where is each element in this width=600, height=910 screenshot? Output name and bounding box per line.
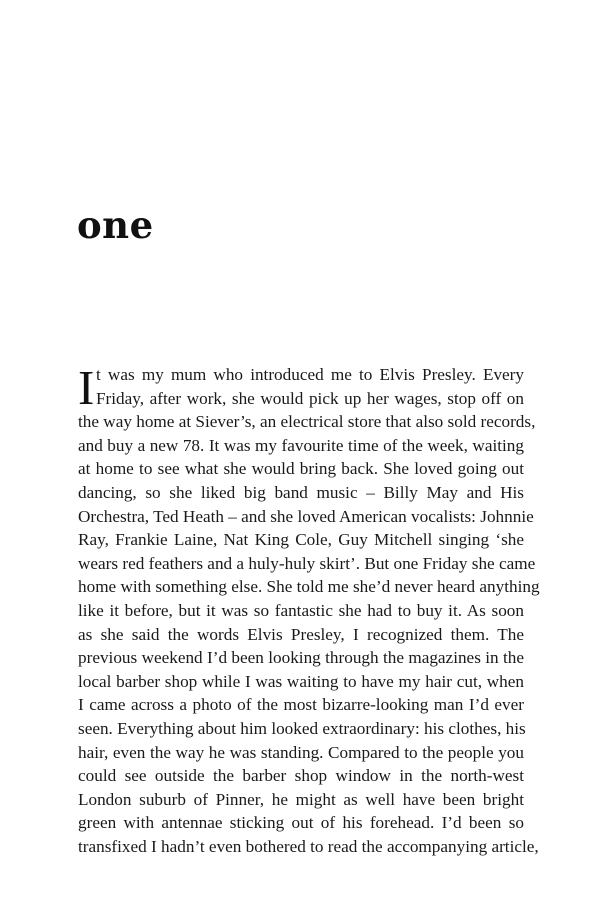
text-line: wears red feathers and a huly-huly skirt’. But one Friday she came [78, 553, 536, 573]
text-line: seen. Everything about him looked extraordinary: his clothes, his [78, 718, 526, 738]
text-line: like it before, but it was so fantastic she had to buy it. As soon [78, 600, 524, 620]
text-line: Orchestra, Ted Heath – and she loved American vocalists: Johnnie [78, 506, 534, 526]
text-line: dancing, so she liked big band music – Billy May and His [78, 482, 524, 502]
text-line: previous weekend I’d been looking through the magazines in the [78, 648, 524, 668]
text-line: could see outside the barber shop window in the north-west [78, 766, 524, 786]
text-line: home with something else. She told me she’d never heard anything [78, 577, 540, 597]
text-line: and buy a new 78. It was my favourite time of the week, waiting [78, 435, 524, 455]
text-line: transfixed I hadn’t even bothered to read the accompanying article, [78, 836, 539, 856]
text-line: the way home at Siever’s, an electrical store that also sold records, [78, 412, 536, 432]
text-line: hair, even the way he was standing. Compared to the people you [78, 742, 524, 762]
text-line: green with antennae sticking out of his forehead. I’d been so [78, 813, 524, 833]
text-line: I came across a photo of the most bizarre-looking man I’d ever [78, 695, 524, 715]
drop-cap: I [78, 360, 95, 415]
chapter-body [78, 360, 540, 858]
text-line: local barber shop while I was waiting to have my hair cut, when [78, 671, 524, 691]
text-line: Ray, Frankie Laine, Nat King Cole, Guy Mitchell singing ‘she [78, 530, 524, 550]
text-line: at home to see what she would bring back. She loved going out [78, 459, 524, 479]
text-line: London suburb of Pinner, he might as well have been bright [78, 789, 524, 809]
text-line: t was my mum who introduced me to Elvis Presley. Every [96, 365, 524, 384]
text-line: Friday, after work, she would pick up her wages, stop off on [96, 388, 524, 408]
chapter-title: one [77, 203, 154, 247]
text-line: as she said the words Elvis Presley, I recognized them. The [78, 624, 524, 644]
opening-paragraph [78, 360, 524, 415]
